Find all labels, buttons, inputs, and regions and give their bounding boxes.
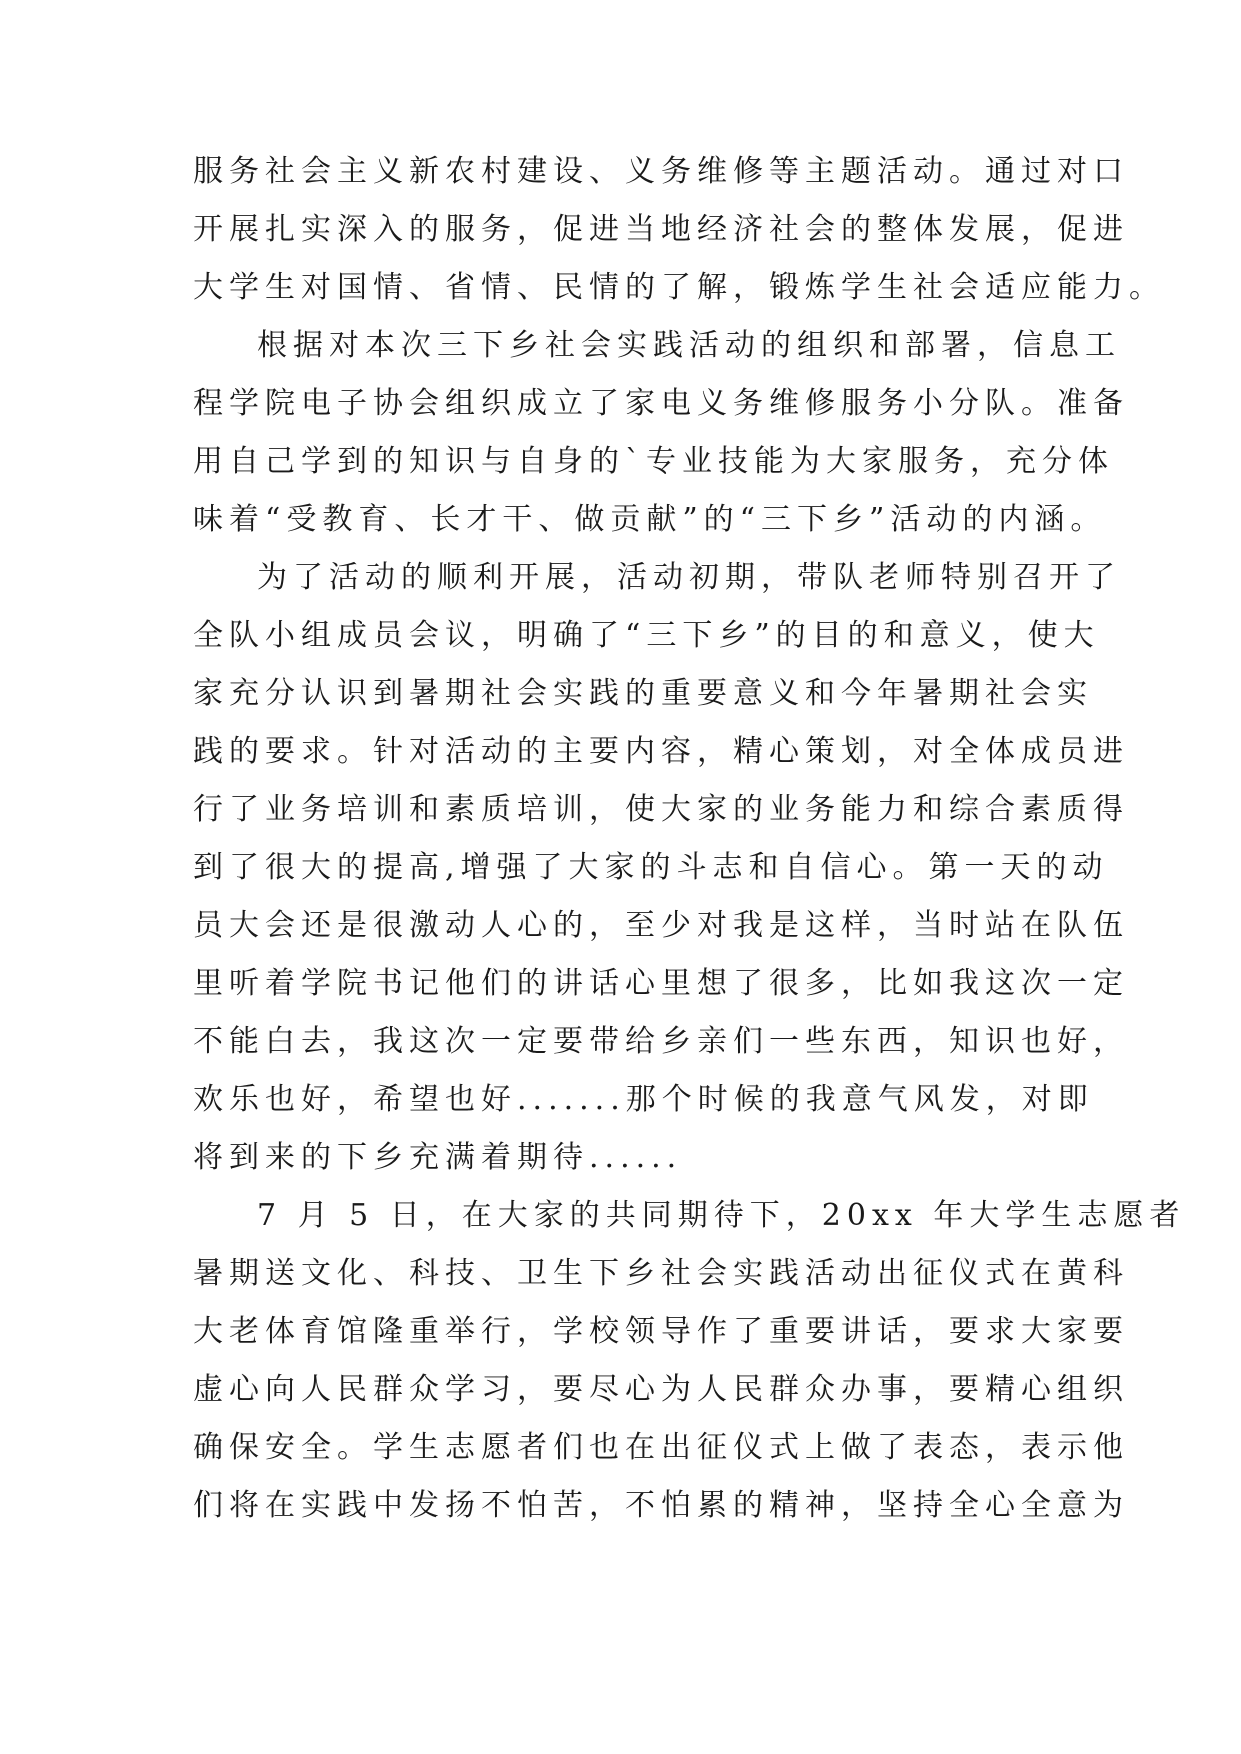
- text-line: 暑期送文化、科技、卫生下乡社会实践活动出征仪式在黄科: [193, 1256, 1129, 1291]
- paragraph-first-line: 7 月 5 日，在大家的共同期待下，20xx 年大学生志愿者: [257, 1198, 1186, 1233]
- text-line: 确保安全。学生志愿者们也在出征仪式上做了表态，表示他: [193, 1430, 1129, 1465]
- text-line: 味着“受教育、长才干、做贡献”的“三下乡”活动的内涵。: [193, 502, 1107, 537]
- text-line: 将到来的下乡充满着期待......: [193, 1140, 683, 1175]
- text-line: 不能白去，我这次一定要带给乡亲们一些东西，知识也好，: [193, 1024, 1129, 1059]
- text-line: 践的要求。针对活动的主要内容，精心策划，对全体成员进: [193, 734, 1129, 769]
- text-line: 大老体育馆隆重举行，学校领导作了重要讲话，要求大家要: [193, 1314, 1129, 1349]
- paragraph-first-line: 根据对本次三下乡社会实践活动的组织和部署，信息工: [257, 328, 1121, 363]
- text-line: 全队小组成员会议，明确了“三下乡”的目的和意义，使大: [193, 618, 1100, 653]
- text-line: 里听着学院书记他们的讲话心里想了很多，比如我这次一定: [193, 966, 1129, 1001]
- text-line: 服务社会主义新农村建设、义务维修等主题活动。通过对口: [193, 154, 1129, 189]
- text-line: 们将在实践中发扬不怕苦，不怕累的精神，坚持全心全意为: [193, 1488, 1129, 1523]
- text-line: 欢乐也好，希望也好.......那个时候的我意气风发，对即: [193, 1082, 1094, 1117]
- text-line: 大学生对国情、省情、民情的了解，锻炼学生社会适应能力。: [193, 270, 1165, 305]
- text-line: 家充分认识到暑期社会实践的重要意义和今年暑期社会实: [193, 676, 1093, 711]
- text-line: 程学院电子协会组织成立了家电义务维修服务小分队。准备: [193, 386, 1129, 421]
- text-line: 员大会还是很激动人心的，至少对我是这样，当时站在队伍: [193, 908, 1129, 943]
- text-line: 到了很大的提高,增强了大家的斗志和自信心。第一天的动: [193, 850, 1109, 885]
- text-line: 开展扎实深入的服务，促进当地经济社会的整体发展，促进: [193, 212, 1129, 247]
- body-text: [193, 143, 1186, 1535]
- paragraph-first-line: 为了活动的顺利开展，活动初期，带队老师特别召开了: [257, 560, 1121, 595]
- text-line: 用自己学到的知识与自身的`专业技能为大家服务，充分体: [193, 444, 1114, 479]
- text-line: 虚心向人民群众学习，要尽心为人民群众办事，要精心组织: [193, 1372, 1129, 1407]
- text-line: 行了业务培训和素质培训，使大家的业务能力和综合素质得: [193, 792, 1129, 827]
